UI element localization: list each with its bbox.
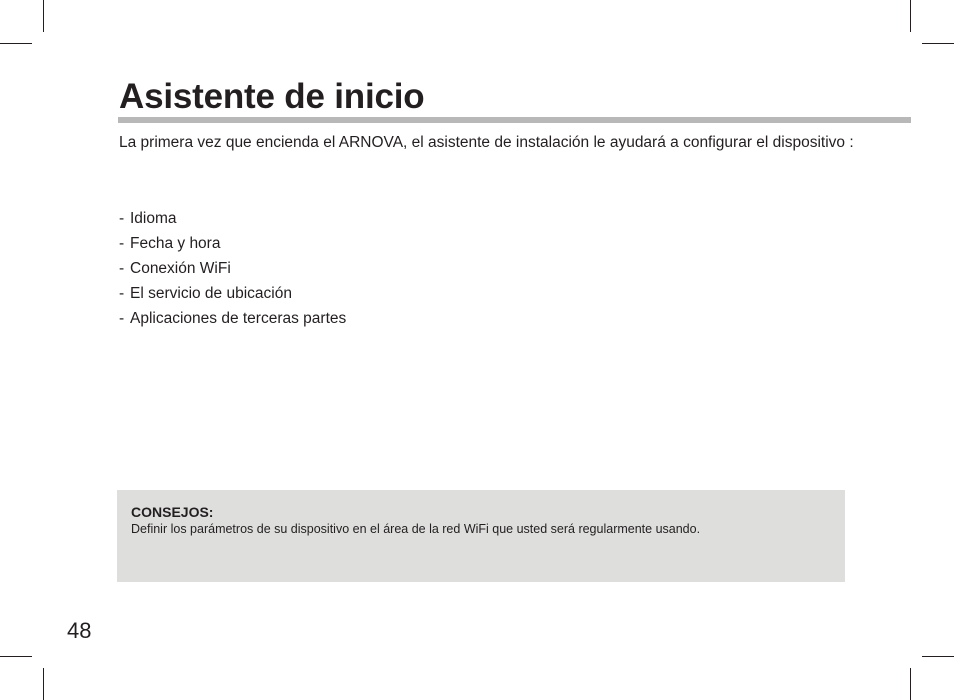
tips-text: Definir los parámetros de su dispositivo en el área de la red WiFi que usted será regularmente usando. <box>131 522 701 536</box>
crop-mark <box>43 668 44 700</box>
title-underline <box>118 117 911 123</box>
setup-items-list <box>119 206 346 331</box>
crop-mark <box>922 656 954 657</box>
crop-mark <box>922 43 954 44</box>
crop-mark <box>0 43 32 44</box>
list-bullet: - <box>119 285 125 302</box>
list-item <box>119 306 346 331</box>
tips-heading: CONSEJOS: <box>131 504 214 520</box>
page-number: 48 <box>67 618 92 643</box>
crop-mark <box>910 0 911 32</box>
list-item-label: Idioma <box>130 210 177 227</box>
list-item-label: Fecha y hora <box>130 235 221 252</box>
list-item-label: Aplicaciones de terceras partes <box>130 310 347 327</box>
list-item <box>119 281 346 306</box>
crop-mark <box>43 0 44 32</box>
list-item <box>119 206 346 231</box>
page-title: Asistente de inicio <box>119 77 425 116</box>
list-bullet: - <box>119 310 125 327</box>
tips-box <box>117 490 845 582</box>
list-item <box>119 256 346 281</box>
list-item <box>119 231 346 256</box>
list-item-label: Conexión WiFi <box>130 260 231 277</box>
intro-paragraph: La primera vez que encienda el ARNOVA, el asistente de instalación le ayudará a configurar el dispositivo : <box>119 134 854 151</box>
list-bullet: - <box>119 235 125 252</box>
list-item-label: El servicio de ubicación <box>130 285 292 302</box>
list-bullet: - <box>119 260 125 277</box>
crop-mark <box>0 656 32 657</box>
list-bullet: - <box>119 210 125 227</box>
crop-mark <box>910 668 911 700</box>
